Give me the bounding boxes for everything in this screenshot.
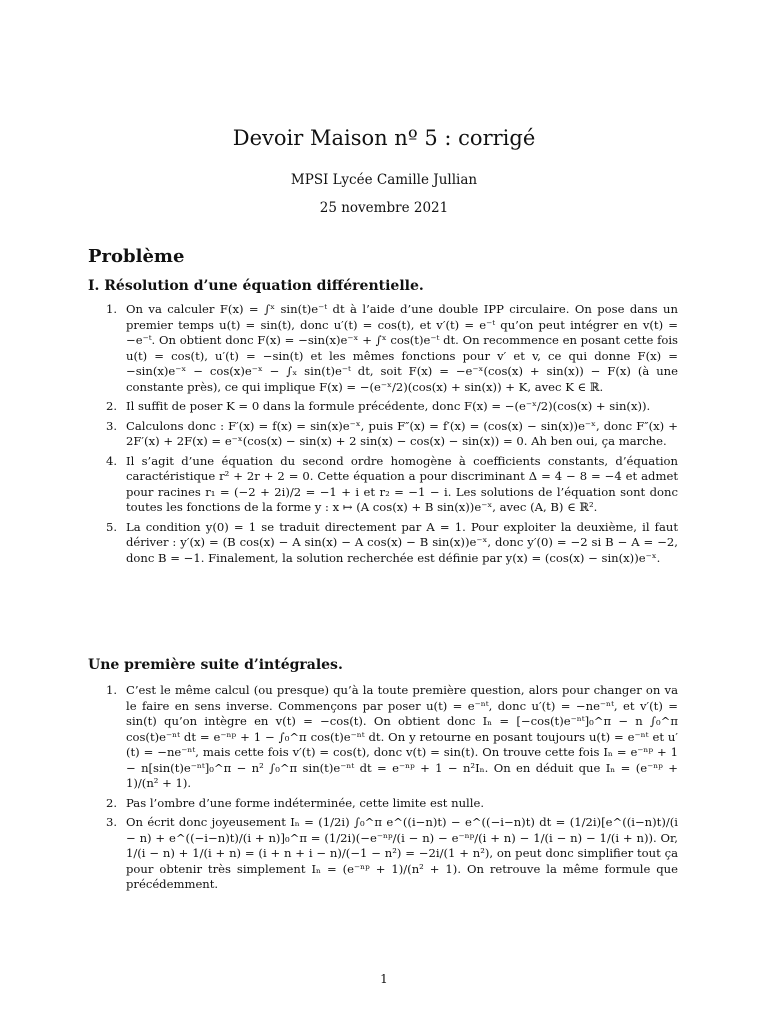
part-1-item: 2. Il suffit de poser K = 0 dans la formule précédente, donc F(x) = −(e⁻ˣ/2)(cos(x) + sin(x)). <box>106 399 651 413</box>
part-1-list <box>88 302 678 570</box>
page-number: 1 <box>380 972 388 986</box>
part-1-item: 1. On va calculer F(x) = ∫ˣ sin(t)e⁻ᵗ dt à l’aide d’une double IPP circulaire. On pose dans un premier temps u(t) = sin(t), donc u′(t) = cos(t), et v′(t) = e⁻ᵗ qu’on peut intégrer en v(t) = −e⁻ᵗ. On obtient donc F(x) = −sin(x)e⁻ˣ + ∫ˣ cos(t)e⁻ᵗ dt. On recommence en posant cette fois u(t) = cos(t), u′(t) = −sin(t) et les mêmes fonctions pour v′ et v, ce qui donne F(x) = −sin(x)e⁻ˣ − cos(x)e⁻ˣ − ∫ₓ sin(t)e⁻ᵗ dt, soit F(x) = −e⁻ˣ(cos(x) + sin(x)) − F(x) (à une constante près), ce qui implique F(x) = −(e⁻ˣ/2)(cos(x) + sin(x)) + K, avec K ∈ ℝ. <box>106 302 678 394</box>
document-date: 25 novembre 2021 <box>319 200 449 216</box>
part-2-item: 2. Pas l’ombre d’une forme indéterminée, cette limite est nulle. <box>106 795 485 810</box>
school-name: MPSI Lycée Camille Jullian <box>290 172 478 188</box>
part-2-item: 1. C’est le même calcul (ou presque) qu’à la toute première question, alors pour changer on va le faire en sens inverse. Commençons par poser u(t) = e⁻ⁿᵗ, donc u′(t) = −ne⁻ⁿᵗ, et v′(t) = sin(t) qu’on intègre en v(t) = −cos(t). On obtient donc Iₙ = [−cos(t)e⁻ⁿᵗ]₀^π − n ∫₀^π cos(t)e⁻ⁿᵗ dt = e⁻ⁿᵖ + 1 − ∫₀^π cos(t)e⁻ⁿᵗ dt. On y retourne en posant toujours u(t) = e⁻ⁿᵗ et u′(t) = −ne⁻ⁿᵗ, mais cette fois v′(t) = cos(t), donc v(t) = sin(t). On trouve cette fois Iₙ = e⁻ⁿᵖ + 1 − n[sin(t)e⁻ⁿᵗ]₀^π − n² ∫₀^π sin(t)e⁻ⁿᵗ dt = e⁻ⁿᵖ + 1 − n²Iₙ. On en déduit que Iₙ = (e⁻ⁿᵖ + 1)/(n² + 1). <box>106 683 678 790</box>
part-2-list <box>88 683 678 897</box>
section-title: Problème <box>88 246 185 267</box>
part-1-item: 5. La condition y(0) = 1 se traduit directement par A = 1. Pour exploiter la deuxième, il faut dériver : y′(x) = (B cos(x) − A sin(x) − A cos(x) − B sin(x))e⁻ˣ, donc y′(0) = −2 si B − A = −2, donc B = −1. Finalement, la solution recherchée est définie par y(x) = (cos(x) − sin(x))e⁻ˣ. <box>106 519 678 565</box>
document-title: Devoir Maison nº 5 : corrigé <box>232 126 536 150</box>
part-1-item: 3. Calculons donc : F′(x) = f(x) = sin(x)e⁻ˣ, puis F″(x) = f′(x) = (cos(x) − sin(x))e⁻ˣ, donc F″(x) + 2F′(x) + 2F(x) = e⁻ˣ(cos(x) − sin(x) + 2 sin(x) − cos(x) − sin(x)) = 0. Ah ben oui, ça marche. <box>106 418 678 448</box>
part-2-title: Une première suite d’intégrales. <box>88 657 343 673</box>
part-2-item: 3. On écrit donc joyeusement Iₙ = (1/2i) ∫₀^π e^((i−n)t) − e^((−i−n)t) dt = (1/2i)[e^((i−n)t)/(i − n) + e^((−i−n)t)/(i + n)]₀^π = (1/2i)(−e⁻ⁿᵖ/(i − n) − e⁻ⁿᵖ/(i + n) − 1/(i − n) − 1/(i + n)). Or, 1/(i − n) + 1/(i + n) = (i + n + i − n)/(−1 − n²) = −2i/(1 + n²), on peut donc simplifier tout ça pour obtenir très simplement Iₙ = (e⁻ⁿᵖ + 1)/(n² + 1). On retrouve la même formule que précédemment. <box>106 815 678 891</box>
part-1-title: I. Résolution d’une équation différentielle. <box>88 278 424 294</box>
part-1-item: 4. Il s’agit d’une équation du second ordre homogène à coefficients constants, d’équation caractéristique r² + 2r + 2 = 0. Cette équation a pour discriminant Δ = 4 − 8 = −4 et admet pour racines r₁ = (−2 + 2i)/2 = −1 + i et r₂ = −1 − i. Les solutions de l’équation sont donc toutes les fonctions de la forme y : x ↦ (A cos(x) + B sin(x))e⁻ˣ, avec (A, B) ∈ ℝ². <box>106 453 678 514</box>
